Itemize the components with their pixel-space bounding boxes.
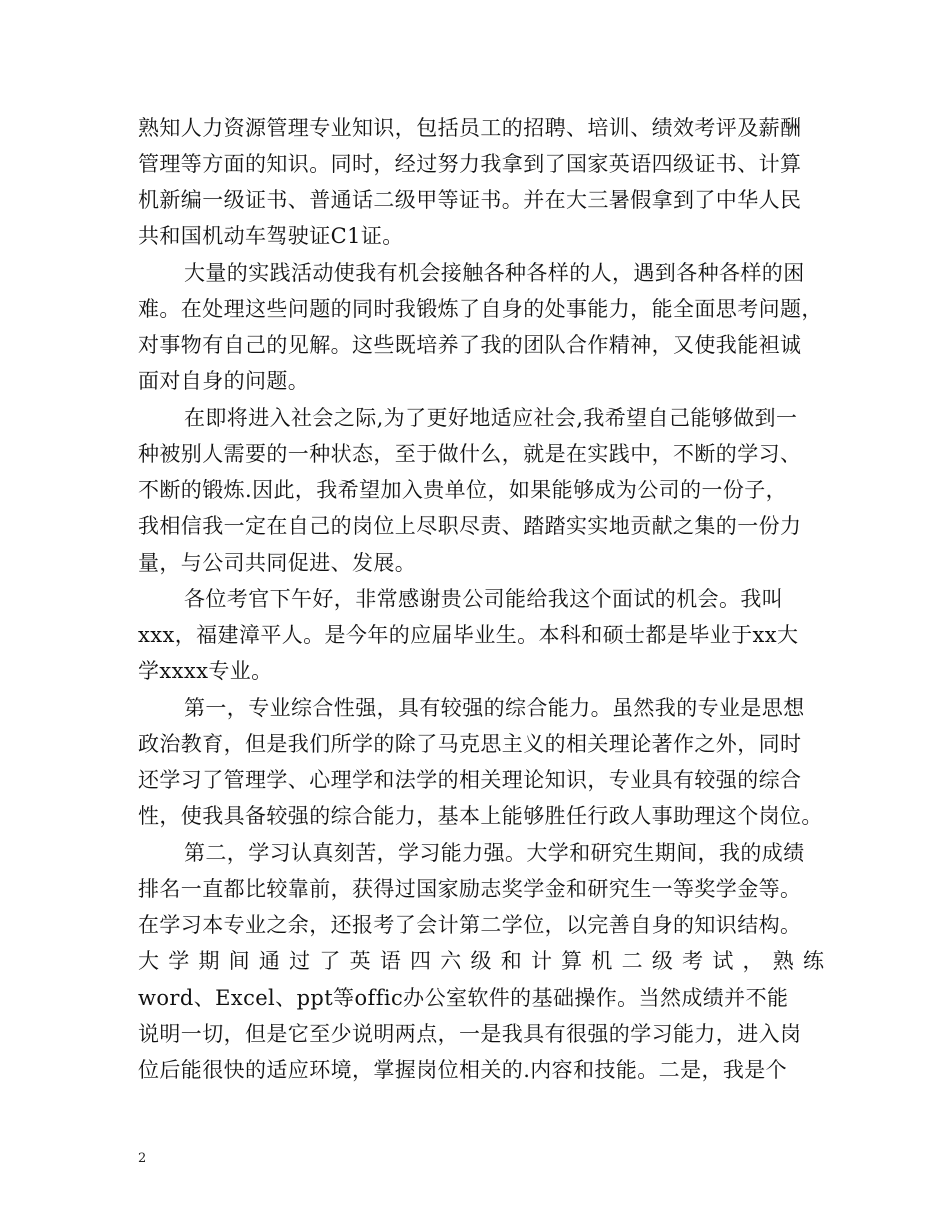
text-line: 还学习了管理学、心理学和法学的相关理论知识，专业具有较强的综合	[138, 768, 802, 792]
text-line: 在学习本专业之余，还报考了会计第二学位，以完善自身的知识结构。	[138, 913, 802, 937]
text-line: 共和国机动车驾驶证C1证。	[138, 224, 404, 248]
text-line: 面对自身的问题。	[138, 369, 310, 393]
text-line: 排名一直都比较靠前，获得过国家励志奖学金和研究生一等奖学金等。	[138, 877, 802, 901]
paragraph-first-line: 大量的实践活动使我有机会接触各种各样的人，遇到各种各样的困	[184, 261, 805, 285]
text-line: 大学期间通过了英语四六级和计算机二级考试，熟练	[138, 949, 824, 973]
text-line: 性，使我具备较强的综合能力，基本上能够胜任行政人事助理这个岗位。	[138, 804, 823, 828]
text-line: xxx，福建漳平人。是今年的应届毕业生。本科和硕士都是毕业于xx大	[138, 623, 799, 647]
paragraph-first-line: 第一，专业综合性强，具有较强的综合能力。虽然我的专业是思想	[184, 696, 805, 720]
page-number: 2	[138, 1151, 147, 1166]
text-line: 对事物有自己的见解。这些既培养了我的团队合作精神，又使我能袒诚	[138, 333, 802, 357]
text-line: 量，与公司共同促进、发展。	[138, 551, 417, 575]
text-line: word、Excel、ppt等offic办公室软件的基础操作。当然成绩并不能	[138, 986, 789, 1010]
text-line: 不断的锻炼.因此，我希望加入贵单位，如果能够成为公司的一份子，	[138, 478, 788, 502]
paragraph-first-line: 各位考官下午好，非常感谢贵公司能给我这个面试的机会。我叫	[184, 587, 784, 611]
text-line: 说明一切，但是它至少说明两点，一是我具有很强的学习能力，进入岗	[138, 1022, 802, 1046]
text-line: 政治教育，但是我们所学的除了马克思主义的相关理论著作之外，同时	[138, 732, 802, 756]
text-line: 我相信我一定在自己的岗位上尽职尽责、踏踏实实地贡献之集的一份力	[138, 514, 802, 538]
paragraph-first-line: 第二，学习认真刻苦，学习能力强。大学和研究生期间，我的成绩	[184, 841, 805, 865]
paragraph-first-line: 在即将进入社会之际,为了更好地适应社会,我希望自己能够做到一	[184, 406, 798, 430]
text-line: 机新编一级证书、普通话二级甲等证书。并在大三暑假拿到了中华人民	[138, 188, 802, 212]
text-line: 位后能很快的适应环境，掌握岗位相关的.内容和技能。二是，我是个	[138, 1058, 788, 1082]
text-line: 种被别人需要的一种状态，至于做什么，就是在实践中，不断的学习、	[138, 442, 802, 466]
text-line: 难。在处理这些问题的同时我锻炼了自身的处事能力，能全面思考问题，	[138, 297, 823, 321]
text-line: 学xxxx专业。	[138, 659, 273, 683]
text-line: 熟知人力资源管理专业知识，包括员工的招聘、培训、绩效考评及薪酬	[138, 116, 802, 140]
text-line: 管理等方面的知识。同时，经过努力我拿到了国家英语四级证书、计算	[138, 152, 802, 176]
